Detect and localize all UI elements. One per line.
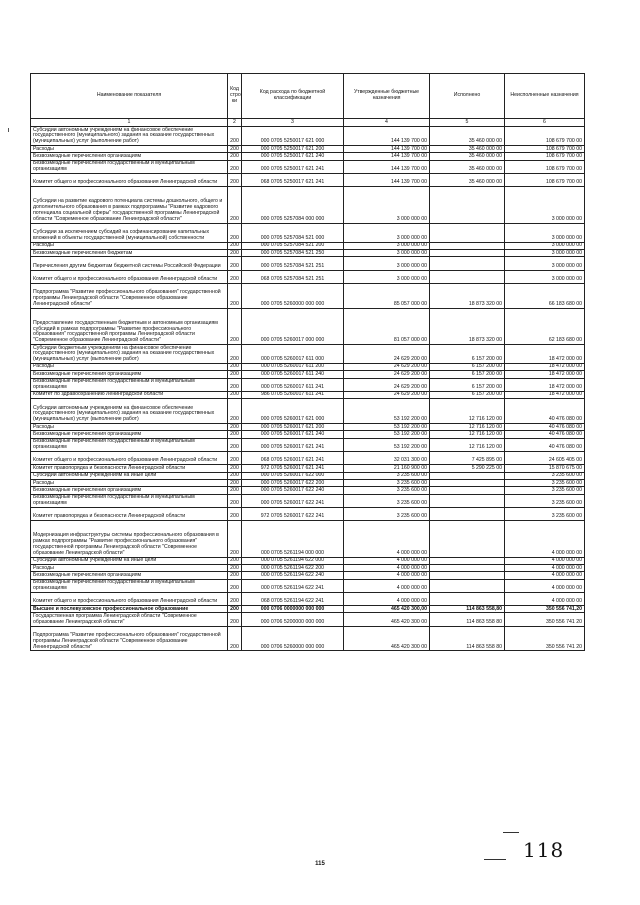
row-name: Подпрограмма "Развитие профессионального образования" государственной программы Ленинградской области "Современное образование Ленинградской области" bbox=[31, 626, 228, 651]
header-approved: Утвержденные бюджетные назначения bbox=[344, 74, 430, 119]
row-executed: 12 716 120 00 bbox=[430, 431, 505, 438]
row-approved: 3 235 600 00 bbox=[344, 472, 430, 479]
row-name: Безвозмездные перечисления государственным и муниципальным организациям bbox=[31, 494, 228, 507]
row-budget-code: 000 0705 5260017 621 000 bbox=[242, 399, 344, 424]
row-executed bbox=[430, 242, 505, 249]
row-budget-code: 972 0705 5260017 622 241 bbox=[242, 507, 344, 520]
row-budget-code: 068 0705 5250017 621 241 bbox=[242, 173, 344, 186]
row-code: 200 bbox=[228, 399, 242, 424]
row-executed: 6 157 200 00 bbox=[430, 371, 505, 378]
page-number: 115 bbox=[315, 861, 325, 867]
row-approved: 24 629 200 00 bbox=[344, 363, 430, 370]
row-code: 200 bbox=[228, 146, 242, 153]
row-unexecuted: 66 183 680 00 bbox=[505, 283, 585, 308]
row-budget-code: 068 0705 5261194 622 241 bbox=[242, 592, 344, 605]
row-code: 200 bbox=[228, 564, 242, 571]
row-budget-code: 000 0705 5257084 521 000 bbox=[242, 223, 344, 242]
row-approved: 3 000 000 00 bbox=[344, 187, 430, 223]
row-unexecuted: 3 000 000 00 bbox=[505, 249, 585, 256]
table-body bbox=[31, 127, 585, 651]
row-approved: 53 192 200 00 bbox=[344, 431, 430, 438]
row-unexecuted: 3 235 600 00 bbox=[505, 494, 585, 507]
row-budget-code: 000 0705 5260000 000 000 bbox=[242, 283, 344, 308]
row-unexecuted: 4 000 000 00 bbox=[505, 521, 585, 557]
table-row bbox=[31, 572, 585, 579]
row-unexecuted: 62 183 680 00 bbox=[505, 308, 585, 344]
row-budget-code: 000 0705 5250017 621 241 bbox=[242, 160, 344, 173]
row-name: Безвозмездные перечисления бюджетам bbox=[31, 249, 228, 256]
header-executed: Исполнено bbox=[430, 74, 505, 119]
row-name: Подпрограмма "Развитие профессионального образования" государственной программы Ленинградской области "Современное образование Ленинградской области" bbox=[31, 283, 228, 308]
row-approved: 24 629 200 00 bbox=[344, 378, 430, 391]
row-code: 200 bbox=[228, 160, 242, 173]
row-budget-code: 000 0705 5260017 621 240 bbox=[242, 431, 344, 438]
row-executed bbox=[430, 479, 505, 486]
row-unexecuted: 18 472 000 00 bbox=[505, 344, 585, 363]
row-name: Расходы bbox=[31, 564, 228, 571]
row-unexecuted: 3 000 000 00 bbox=[505, 257, 585, 270]
row-executed: 35 460 000 00 bbox=[430, 146, 505, 153]
table-row bbox=[31, 344, 585, 363]
row-code: 200 bbox=[228, 127, 242, 146]
table-row bbox=[31, 308, 585, 344]
row-executed bbox=[430, 494, 505, 507]
row-code: 200 bbox=[228, 424, 242, 431]
row-executed: 35 460 000 00 bbox=[430, 153, 505, 160]
row-code: 200 bbox=[228, 494, 242, 507]
row-approved: 465 420 300,00 bbox=[344, 606, 430, 613]
row-budget-code: 000 0705 5260017 000 000 bbox=[242, 308, 344, 344]
row-code: 200 bbox=[228, 344, 242, 363]
row-unexecuted: 24 605 405 00 bbox=[505, 452, 585, 465]
row-name: Государственная программа Ленинградской области "Современное образование Ленинградской области" bbox=[31, 613, 228, 626]
row-executed: 12 716 120 00 bbox=[430, 399, 505, 424]
table-row bbox=[31, 160, 585, 173]
column-number: 1 bbox=[31, 119, 228, 127]
row-budget-code: 000 0705 5257084 521 251 bbox=[242, 257, 344, 270]
row-budget-code: 068 0705 5260017 621 241 bbox=[242, 452, 344, 465]
row-executed: 18 873 320 00 bbox=[430, 283, 505, 308]
row-unexecuted: 108 679 700 00 bbox=[505, 160, 585, 173]
row-name: Субсидии бюджетным учреждениям на финансовое обеспечение государственного (муниципального) задания на оказание государственных (муниципальных) услуг (выполнение работ) bbox=[31, 344, 228, 363]
row-code: 200 bbox=[228, 363, 242, 370]
row-name: Комитет общего и профессионального образования Ленинградской области bbox=[31, 173, 228, 186]
table-row bbox=[31, 431, 585, 438]
row-name: Расходы bbox=[31, 146, 228, 153]
row-executed: 5 290 225 00 bbox=[430, 465, 505, 472]
row-budget-code: 000 0705 5250017 621 200 bbox=[242, 146, 344, 153]
handwritten-page-number: 118 bbox=[523, 838, 565, 862]
row-code: 200 bbox=[228, 592, 242, 605]
table-row bbox=[31, 153, 585, 160]
table-row bbox=[31, 187, 585, 223]
row-name: Комитет правопорядка и безопасности Ленинградской области bbox=[31, 465, 228, 472]
row-unexecuted: 3 235 600 00 bbox=[505, 507, 585, 520]
row-unexecuted: 4 000 000 00 bbox=[505, 579, 585, 592]
row-budget-code: 000 0705 5261194 622 200 bbox=[242, 564, 344, 571]
table-row bbox=[31, 521, 585, 557]
row-unexecuted: 4 000 000 00 bbox=[505, 572, 585, 579]
table-row bbox=[31, 479, 585, 486]
row-budget-code: 000 0705 5260017 622 000 bbox=[242, 472, 344, 479]
row-executed: 6 157 200 00 bbox=[430, 378, 505, 391]
table-row bbox=[31, 438, 585, 451]
row-budget-code: 986 0705 5260017 611 241 bbox=[242, 391, 344, 398]
column-number: 5 bbox=[430, 119, 505, 127]
row-unexecuted: 108 679 700 00 bbox=[505, 153, 585, 160]
table-row bbox=[31, 452, 585, 465]
row-name: Субсидии автономным учреждениям на иные цели bbox=[31, 557, 228, 564]
row-code: 200 bbox=[228, 557, 242, 564]
row-code: 200 bbox=[228, 283, 242, 308]
row-approved: 4 000 000 00 bbox=[344, 572, 430, 579]
table-row bbox=[31, 363, 585, 370]
row-executed bbox=[430, 557, 505, 564]
header-name: Наименование показателя bbox=[31, 74, 228, 119]
row-name: Комитет по здравоохранению Ленинградской области bbox=[31, 391, 228, 398]
row-unexecuted: 18 472 000 00 bbox=[505, 363, 585, 370]
row-approved: 53 192 200 00 bbox=[344, 399, 430, 424]
row-executed bbox=[430, 564, 505, 571]
table-row bbox=[31, 465, 585, 472]
table-row bbox=[31, 127, 585, 146]
row-executed bbox=[430, 487, 505, 494]
row-unexecuted: 18 472 000 00 bbox=[505, 371, 585, 378]
row-name: Безвозмездные перечисления организациям bbox=[31, 371, 228, 378]
row-budget-code: 000 0706 5260000 000 000 bbox=[242, 626, 344, 651]
table-row bbox=[31, 173, 585, 186]
row-approved: 24 629 200 00 bbox=[344, 344, 430, 363]
row-approved: 144 139 700 00 bbox=[344, 153, 430, 160]
row-unexecuted: 4 000 000 00 bbox=[505, 592, 585, 605]
column-number: 3 bbox=[242, 119, 344, 127]
row-name: Комитет общего и профессионального образования Ленинградской области bbox=[31, 452, 228, 465]
row-approved: 144 139 700 00 bbox=[344, 160, 430, 173]
row-executed bbox=[430, 521, 505, 557]
table-row bbox=[31, 223, 585, 242]
row-code: 200 bbox=[228, 378, 242, 391]
margin-mark bbox=[8, 128, 9, 132]
row-budget-code: 972 0705 5260017 621 241 bbox=[242, 465, 344, 472]
row-approved: 4 000 000 00 bbox=[344, 564, 430, 571]
row-approved: 3 235 600 00 bbox=[344, 494, 430, 507]
row-approved: 3 000 000 00 bbox=[344, 270, 430, 283]
row-budget-code: 000 0705 5257084 521 250 bbox=[242, 249, 344, 256]
budget-execution-table bbox=[30, 73, 585, 651]
row-code: 200 bbox=[228, 223, 242, 242]
row-name: Субсидии за исключением субсидий на софинансирование капитальных вложений в объекты государственной (муниципальной) собственности bbox=[31, 223, 228, 242]
row-unexecuted: 350 556 741,20 bbox=[505, 606, 585, 613]
row-approved: 3 235 600 00 bbox=[344, 479, 430, 486]
row-approved: 144 139 700 00 bbox=[344, 173, 430, 186]
row-executed: 6 157 200 00 bbox=[430, 391, 505, 398]
table-row bbox=[31, 613, 585, 626]
row-unexecuted: 40 476 080 00 bbox=[505, 399, 585, 424]
row-code: 200 bbox=[228, 613, 242, 626]
row-unexecuted: 108 679 700 00 bbox=[505, 146, 585, 153]
row-code: 200 bbox=[228, 572, 242, 579]
row-budget-code: 068 0705 5257084 521 251 bbox=[242, 270, 344, 283]
row-unexecuted: 40 476 080 00 bbox=[505, 431, 585, 438]
table-row bbox=[31, 249, 585, 256]
row-name: Расходы bbox=[31, 424, 228, 431]
row-name: Безвозмездные перечисления организациям bbox=[31, 431, 228, 438]
row-unexecuted: 3 235 600 00 bbox=[505, 479, 585, 486]
row-unexecuted: 3 235 600 00 bbox=[505, 487, 585, 494]
row-name: Расходы bbox=[31, 242, 228, 249]
row-name: Перечисления другим бюджетам бюджетной системы Российской Федерации bbox=[31, 257, 228, 270]
row-unexecuted: 108 679 700 00 bbox=[505, 127, 585, 146]
row-name: Субсидии на развитие кадрового потенциала системы дошкольного, общего и дополнительного образования в рамках подпрограммы "Развитие кадрового потенциала социальной сферы" государственной программы Ленинградской области "Современное образование Ленинградской области" bbox=[31, 187, 228, 223]
row-name: Безвозмездные перечисления организациям bbox=[31, 153, 228, 160]
row-executed bbox=[430, 579, 505, 592]
row-code: 200 bbox=[228, 521, 242, 557]
row-executed bbox=[430, 187, 505, 223]
table-header-row bbox=[31, 74, 585, 119]
row-approved: 465 420 300 00 bbox=[344, 626, 430, 651]
table-row bbox=[31, 378, 585, 391]
row-code: 200 bbox=[228, 391, 242, 398]
row-name: Безвозмездные перечисления государственным и муниципальным организациям bbox=[31, 438, 228, 451]
row-budget-code: 000 0705 5257084 521 200 bbox=[242, 242, 344, 249]
row-executed: 6 157 200 00 bbox=[430, 363, 505, 370]
row-approved: 24 629 200 00 bbox=[344, 391, 430, 398]
row-approved: 144 139 700 00 bbox=[344, 146, 430, 153]
row-approved: 3 000 000 00 bbox=[344, 257, 430, 270]
row-approved: 465 420 300 00 bbox=[344, 613, 430, 626]
row-code: 200 bbox=[228, 487, 242, 494]
row-approved: 53 192 200 00 bbox=[344, 424, 430, 431]
table-row bbox=[31, 494, 585, 507]
row-code: 200 bbox=[228, 371, 242, 378]
table-row bbox=[31, 242, 585, 249]
row-unexecuted: 3 000 000 00 bbox=[505, 270, 585, 283]
header-unexecuted: Неисполненные назначения bbox=[505, 74, 585, 119]
row-unexecuted: 3 000 000 00 bbox=[505, 187, 585, 223]
column-number: 4 bbox=[344, 119, 430, 127]
row-executed: 12 716 120 00 bbox=[430, 438, 505, 451]
table-row bbox=[31, 270, 585, 283]
table-row bbox=[31, 507, 585, 520]
table-row bbox=[31, 606, 585, 613]
row-unexecuted: 18 472 000 00 bbox=[505, 378, 585, 391]
row-approved: 3 235 600 00 bbox=[344, 487, 430, 494]
margin-dash bbox=[484, 859, 506, 860]
row-name: Высшее и послевузовское профессиональное образование bbox=[31, 606, 228, 613]
row-approved: 4 000 000 00 bbox=[344, 579, 430, 592]
row-unexecuted: 40 476 080 00 bbox=[505, 424, 585, 431]
row-name: Расходы bbox=[31, 479, 228, 486]
row-name: Безвозмездные перечисления организациям bbox=[31, 572, 228, 579]
row-executed bbox=[430, 572, 505, 579]
row-code: 200 bbox=[228, 479, 242, 486]
row-name: Модернизация инфраструктуры системы профессионального образования в рамках подпрограммы "Развитие профессионального образования" государственной программы Ленинградской области "Современное образование Ленинградской области" bbox=[31, 521, 228, 557]
row-approved: 53 192 200 00 bbox=[344, 438, 430, 451]
row-code: 200 bbox=[228, 153, 242, 160]
row-name: Безвозмездные перечисления государственным и муниципальным организациям bbox=[31, 378, 228, 391]
row-budget-code: 000 0705 5261194 622 000 bbox=[242, 557, 344, 564]
table-row bbox=[31, 487, 585, 494]
row-budget-code: 000 0705 5260017 622 240 bbox=[242, 487, 344, 494]
column-number: 6 bbox=[505, 119, 585, 127]
row-executed bbox=[430, 592, 505, 605]
row-unexecuted: 4 000 000 00 bbox=[505, 564, 585, 571]
row-approved: 32 031 300 00 bbox=[344, 452, 430, 465]
row-approved: 21 160 900 00 bbox=[344, 465, 430, 472]
row-name: Безвозмездные перечисления государственным и муниципальным организациям bbox=[31, 160, 228, 173]
row-code: 200 bbox=[228, 257, 242, 270]
row-budget-code: 000 0705 5260017 622 241 bbox=[242, 494, 344, 507]
row-approved: 3 000 000 00 bbox=[344, 223, 430, 242]
row-unexecuted: 108 679 700 00 bbox=[505, 173, 585, 186]
row-unexecuted: 40 476 080 00 bbox=[505, 438, 585, 451]
row-budget-code: 000 0705 5261194 622 241 bbox=[242, 579, 344, 592]
row-approved: 85 057 000 00 bbox=[344, 283, 430, 308]
table-row bbox=[31, 592, 585, 605]
row-name: Предоставление государственным бюджетным и автономным организациям субсидий в рамках подпрограммы "Развитие профессионального образования" государственной программы Ленинградской области "Современное образование Ленинградской области" bbox=[31, 308, 228, 344]
row-code: 200 bbox=[228, 606, 242, 613]
row-executed bbox=[430, 257, 505, 270]
row-code: 200 bbox=[228, 438, 242, 451]
row-unexecuted: 350 556 741 20 bbox=[505, 613, 585, 626]
row-code: 200 bbox=[228, 472, 242, 479]
row-approved: 24 629 200 00 bbox=[344, 371, 430, 378]
row-budget-code: 000 0705 5261194 000 000 bbox=[242, 521, 344, 557]
row-executed: 18 873 320 00 bbox=[430, 308, 505, 344]
row-executed bbox=[430, 223, 505, 242]
table-row bbox=[31, 424, 585, 431]
row-code: 200 bbox=[228, 173, 242, 186]
row-code: 200 bbox=[228, 308, 242, 344]
row-name: Субсидии автономным учреждениям на иные цели bbox=[31, 472, 228, 479]
margin-dash bbox=[503, 832, 519, 833]
row-unexecuted: 18 472 000 00 bbox=[505, 391, 585, 398]
row-code: 200 bbox=[228, 431, 242, 438]
row-name: Комитет правопорядка и безопасности Ленинградской области bbox=[31, 507, 228, 520]
row-budget-code: 000 0705 5261194 622 240 bbox=[242, 572, 344, 579]
row-budget-code: 000 0705 5260017 611 200 bbox=[242, 363, 344, 370]
row-budget-code: 000 0705 5260017 621 200 bbox=[242, 424, 344, 431]
table-row bbox=[31, 564, 585, 571]
row-code: 200 bbox=[228, 249, 242, 256]
row-approved: 3 000 000 00 bbox=[344, 242, 430, 249]
row-unexecuted: 15 870 675 00 bbox=[505, 465, 585, 472]
row-approved: 3 235 600 00 bbox=[344, 507, 430, 520]
row-code: 200 bbox=[228, 242, 242, 249]
row-name: Безвозмездные перечисления государственным и муниципальным организациям bbox=[31, 579, 228, 592]
row-code: 200 bbox=[228, 187, 242, 223]
row-code: 200 bbox=[228, 270, 242, 283]
row-name: Субсидии автономным учреждениям на финансовое обеспечение государственного (муниципального) задания на оказание государственных (муниципальных) услуг (выполнение работ) bbox=[31, 127, 228, 146]
row-executed: 114 863 558,80 bbox=[430, 606, 505, 613]
row-unexecuted: 350 556 741 20 bbox=[505, 626, 585, 651]
row-executed: 7 425 895 00 bbox=[430, 452, 505, 465]
row-budget-code: 000 0705 5260017 622 200 bbox=[242, 479, 344, 486]
row-executed: 114 863 558 80 bbox=[430, 613, 505, 626]
row-approved: 4 000 000 00 bbox=[344, 557, 430, 564]
row-code: 200 bbox=[228, 626, 242, 651]
table-row bbox=[31, 399, 585, 424]
row-name: Комитет общего и профессионального образования Ленинградской области bbox=[31, 592, 228, 605]
row-budget-code: 000 0705 5260017 621 241 bbox=[242, 438, 344, 451]
row-executed: 114 863 558 80 bbox=[430, 626, 505, 651]
column-number: 2 bbox=[228, 119, 242, 127]
row-budget-code: 000 0705 5260017 611 000 bbox=[242, 344, 344, 363]
row-budget-code: 000 0705 5260017 611 241 bbox=[242, 378, 344, 391]
row-budget-code: 000 0705 5257084 000 000 bbox=[242, 187, 344, 223]
table-row bbox=[31, 626, 585, 651]
row-executed bbox=[430, 472, 505, 479]
row-name: Безвозмездные перечисления организациям bbox=[31, 487, 228, 494]
row-name: Субсидии автономным учреждениям на финансовое обеспечение государственного (муниципального) задания на оказание государственных (муниципальных) услуг (выполнение работ) bbox=[31, 399, 228, 424]
row-code: 200 bbox=[228, 579, 242, 592]
row-approved: 144 139 700 00 bbox=[344, 127, 430, 146]
header-row-code: Код стро ки bbox=[228, 74, 242, 119]
row-executed: 35 460 000 00 bbox=[430, 160, 505, 173]
row-code: 200 bbox=[228, 452, 242, 465]
table-row bbox=[31, 472, 585, 479]
table-row bbox=[31, 146, 585, 153]
row-name: Комитет общего и профессионального образования Ленинградской области bbox=[31, 270, 228, 283]
table-row bbox=[31, 371, 585, 378]
row-executed bbox=[430, 270, 505, 283]
row-code: 200 bbox=[228, 465, 242, 472]
row-approved: 4 000 000 00 bbox=[344, 521, 430, 557]
row-approved: 4 000 000 00 bbox=[344, 592, 430, 605]
table-row bbox=[31, 579, 585, 592]
table-row bbox=[31, 257, 585, 270]
row-budget-code: 000 0705 5260017 611 240 bbox=[242, 371, 344, 378]
row-executed bbox=[430, 249, 505, 256]
row-code: 200 bbox=[228, 507, 242, 520]
row-unexecuted: 4 000 000 00 bbox=[505, 557, 585, 564]
row-approved: 3 000 000 00 bbox=[344, 249, 430, 256]
row-budget-code: 000 0705 5250017 621 240 bbox=[242, 153, 344, 160]
column-numbers-row bbox=[31, 119, 585, 127]
row-executed: 35 460 000 00 bbox=[430, 127, 505, 146]
row-executed: 6 157 200 00 bbox=[430, 344, 505, 363]
table-row bbox=[31, 391, 585, 398]
row-budget-code: 000 0706 0000000 000 000 bbox=[242, 606, 344, 613]
row-name: Расходы bbox=[31, 363, 228, 370]
row-budget-code: 000 0706 5200000 000 000 bbox=[242, 613, 344, 626]
row-budget-code: 000 0705 5250017 621 000 bbox=[242, 127, 344, 146]
table-row bbox=[31, 283, 585, 308]
header-budget-code: Код расхода по бюджетной классификации bbox=[242, 74, 344, 119]
row-executed: 35 460 000 00 bbox=[430, 173, 505, 186]
row-executed bbox=[430, 507, 505, 520]
row-unexecuted: 3 000 000 00 bbox=[505, 242, 585, 249]
table-row bbox=[31, 557, 585, 564]
row-executed: 12 716 120 00 bbox=[430, 424, 505, 431]
row-approved: 81 057 000 00 bbox=[344, 308, 430, 344]
row-unexecuted: 3 235 600 00 bbox=[505, 472, 585, 479]
row-unexecuted: 3 000 000 00 bbox=[505, 223, 585, 242]
